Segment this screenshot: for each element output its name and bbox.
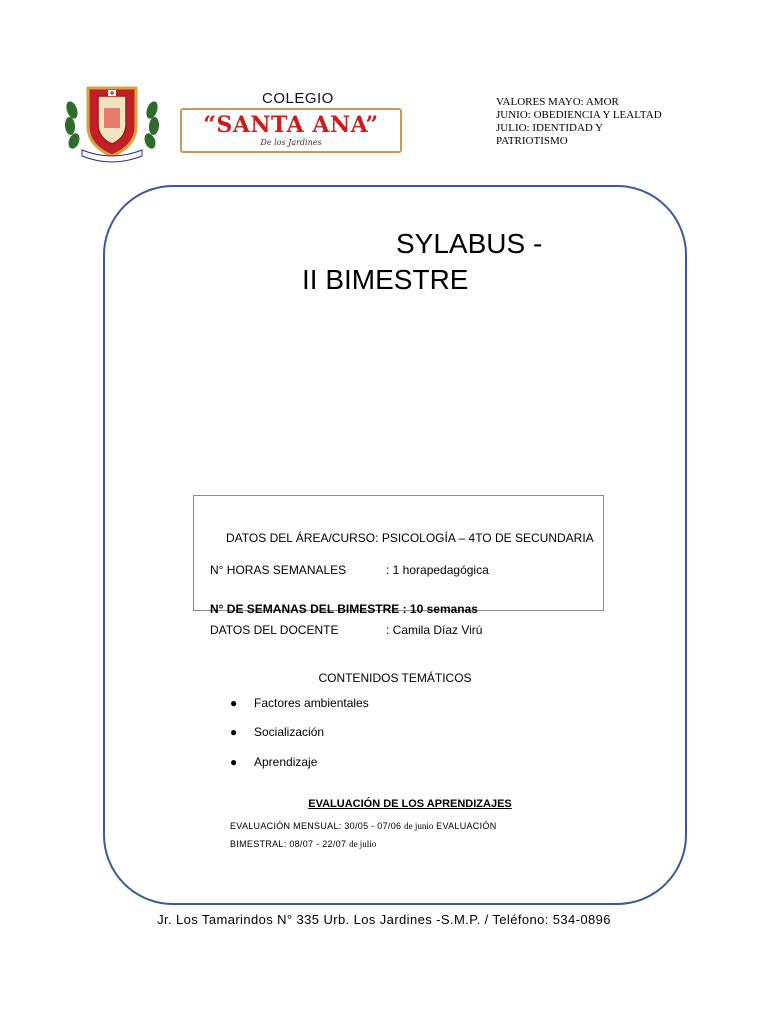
- bullet-icon: ●: [230, 755, 238, 769]
- bullet-icon: ●: [230, 725, 238, 739]
- teacher-row: [210, 623, 570, 639]
- topic-label: Factores ambientales: [254, 696, 369, 710]
- teacher-label: DATOS DEL DOCENTE: [210, 623, 339, 637]
- list-item: [230, 755, 317, 769]
- page-footer: Jr. Los Tamarindos N° 335 Urb. Los Jardines -S.M.P. / Teléfono: 534-0896: [157, 912, 611, 927]
- course-data-box: [193, 495, 604, 611]
- evaluation-title: EVALUACIÓN DE LOS APRENDIZAJES: [308, 798, 512, 810]
- logo-subtitle: De los Jardines: [260, 138, 322, 147]
- logo-colegio-text: COLEGIO: [262, 90, 334, 107]
- evaluation-text: BIMESTRAL: 08/07 - 22/07: [230, 839, 350, 849]
- values-line: JUNIO: OBEDIENCIA Y LEALTAD: [496, 109, 662, 121]
- values-line: VALORES MAYO: AMOR: [496, 96, 619, 108]
- evaluation-text: de junio: [404, 821, 434, 831]
- list-item: [230, 696, 369, 710]
- school-crest-logo: [62, 80, 162, 164]
- course-area: DATOS DEL ÁREA/CURSO: PSICOLOGÍA – 4TO DE SECUNDARIA: [226, 531, 594, 545]
- page-title-line-2: II BIMESTRE: [302, 264, 469, 295]
- evaluation-text: de julio: [349, 839, 377, 849]
- list-item: [230, 725, 324, 739]
- evaluation-line: [230, 839, 376, 849]
- page-title-line-1: SYLABUS -: [396, 228, 543, 259]
- values-line: PATRIOTISMO: [496, 135, 568, 147]
- evaluation-text: EVALUACIÓN: [433, 821, 497, 831]
- weekly-hours-row: [210, 563, 570, 579]
- teacher-value: : Camila Díaz Virú: [386, 623, 483, 637]
- topic-label: Aprendizaje: [254, 755, 318, 769]
- contents-title: CONTENIDOS TEMÁTICOS: [318, 671, 472, 685]
- weekly-hours-label: N° HORAS SEMANALES: [210, 563, 347, 577]
- monthly-values: [496, 96, 662, 148]
- bullet-icon: ●: [230, 696, 238, 710]
- weeks-count: N° DE SEMANAS DEL BIMESTRE : 10 semanas: [210, 602, 478, 616]
- evaluation-text: EVALUACIÓN MENSUAL: 30/05 - 07/06: [230, 821, 405, 831]
- evaluation-line: [230, 821, 497, 831]
- weekly-hours-value: : 1 horapedagógica: [386, 563, 489, 577]
- values-line: JULIO: IDENTIDAD Y: [496, 122, 604, 134]
- topic-label: Socialización: [254, 725, 325, 739]
- logo-school-name: “SANTA ANA”: [203, 112, 379, 138]
